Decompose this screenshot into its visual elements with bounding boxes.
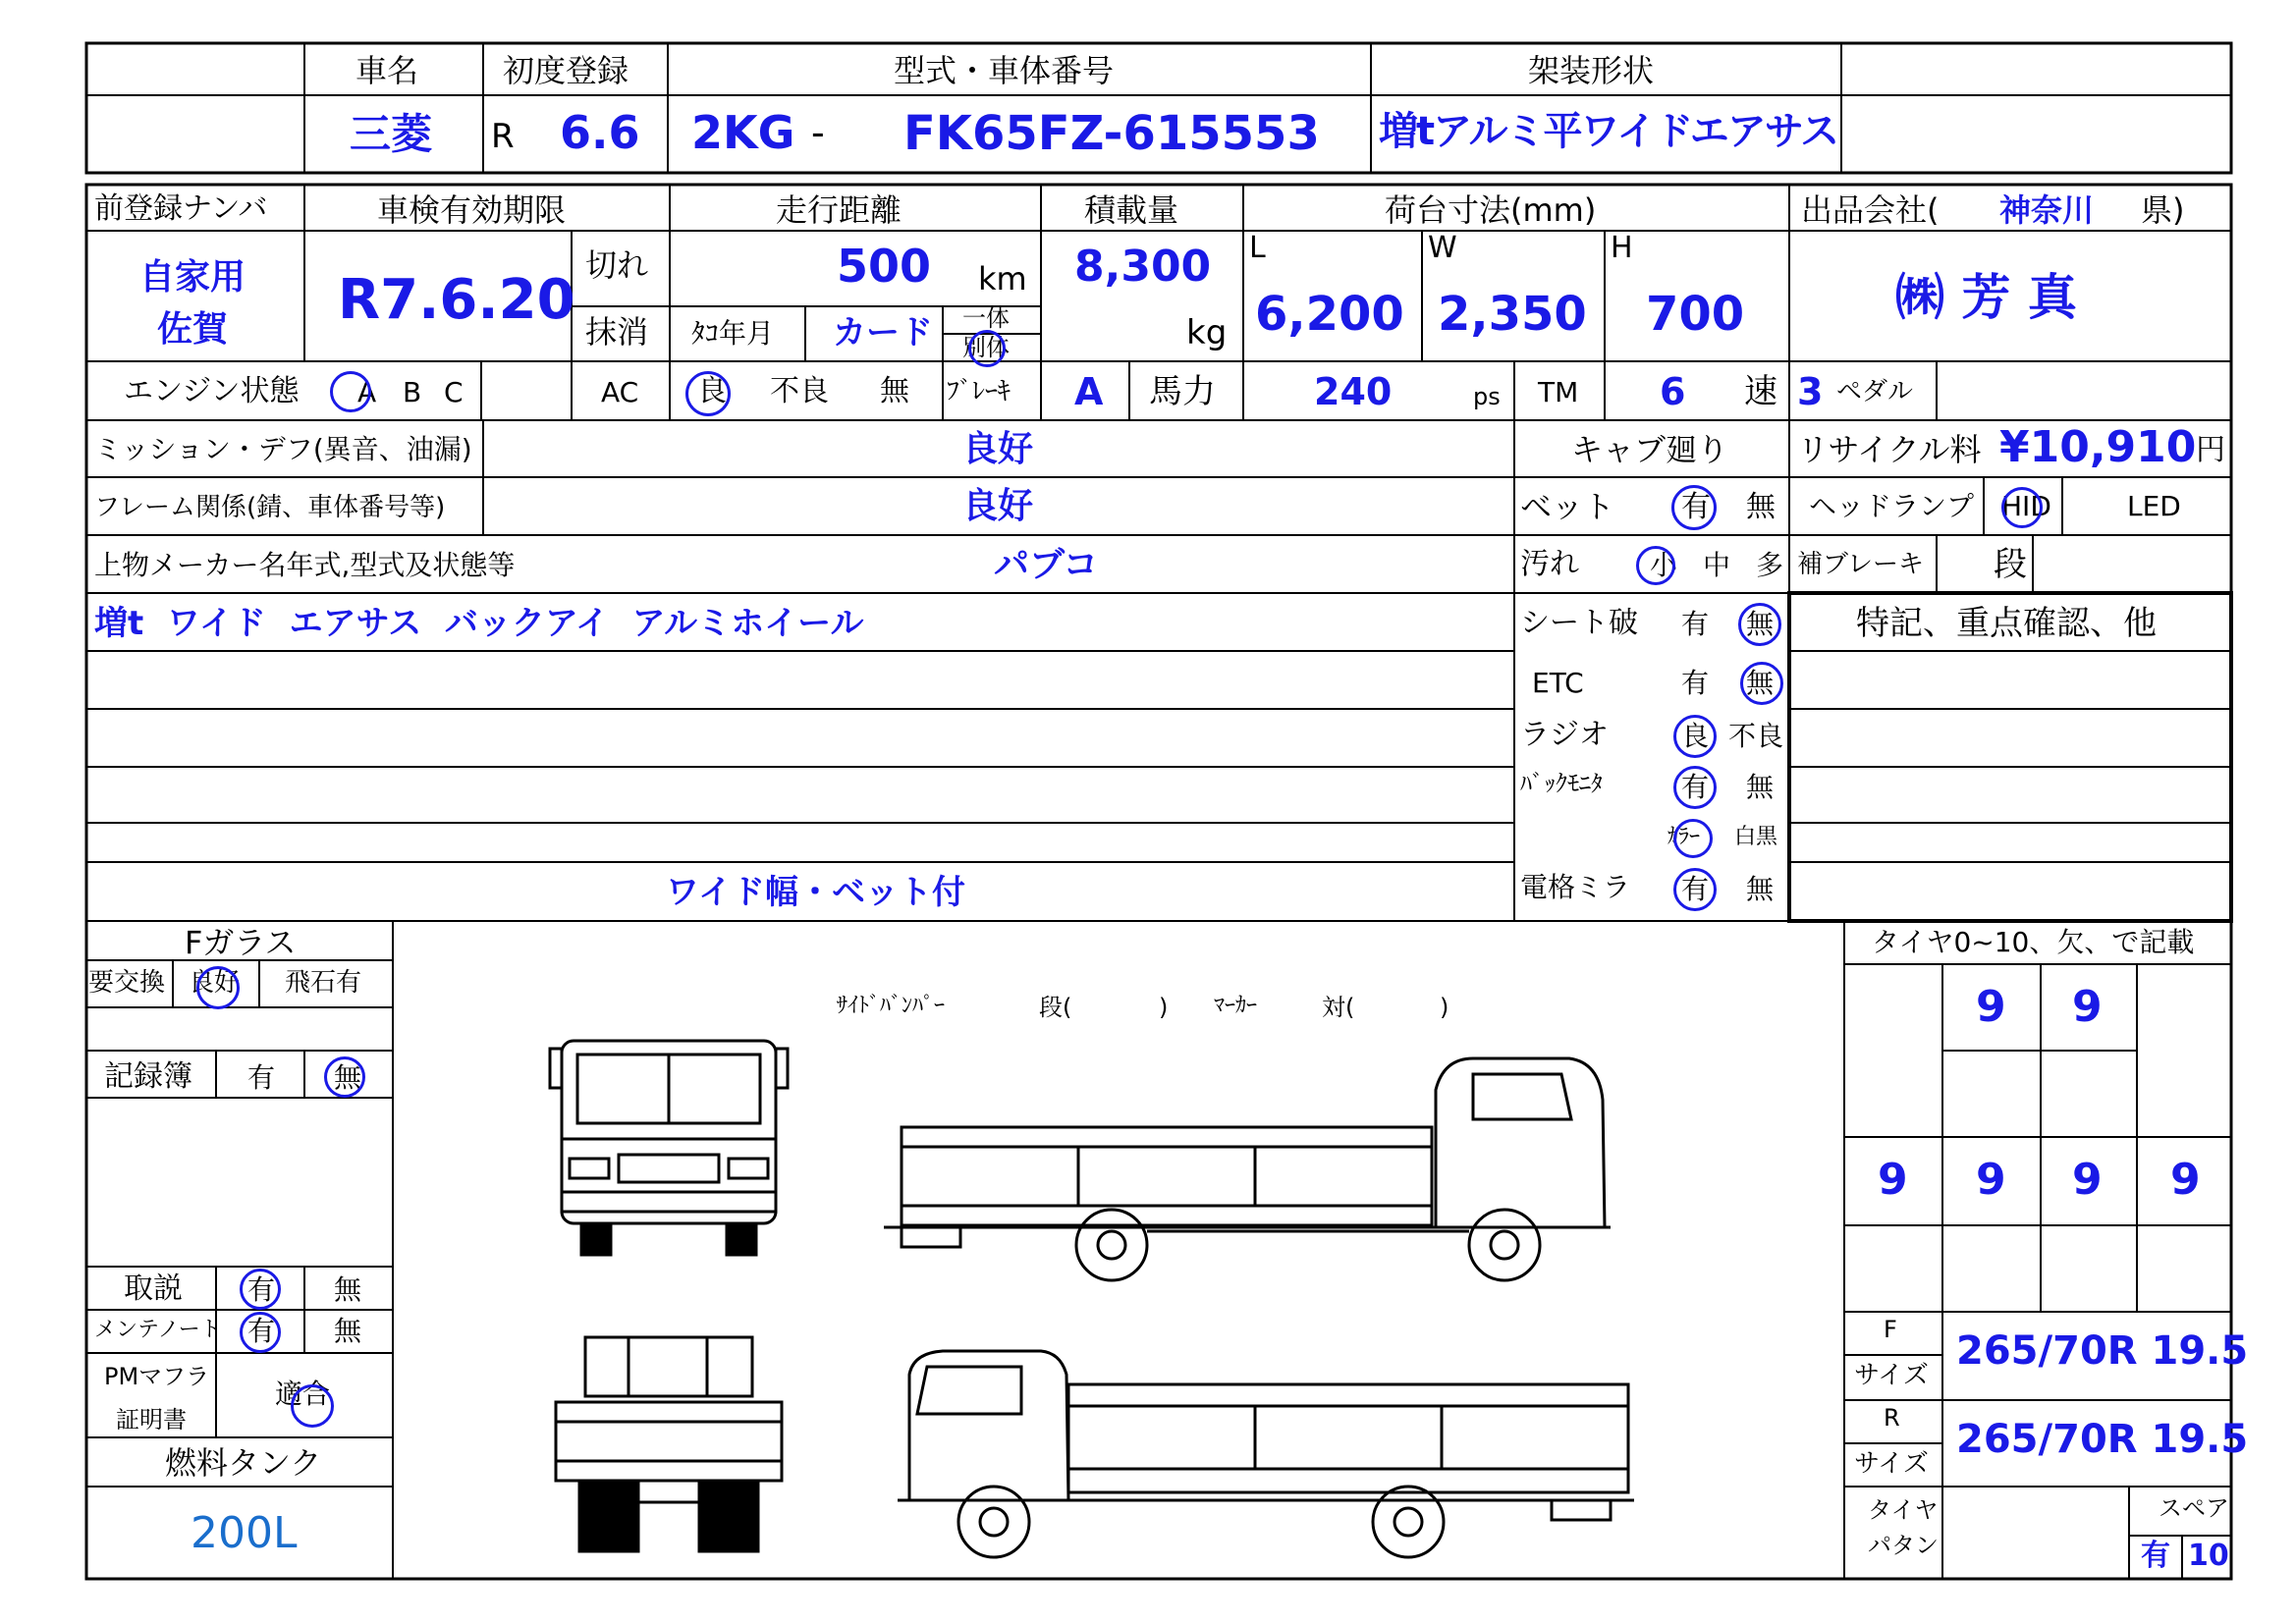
- tm-speed-label: 速: [1744, 372, 1777, 411]
- tire-rear-2: 9: [1976, 1155, 2006, 1205]
- monitor-mono-label: 白黒: [1734, 825, 1778, 849]
- circle-mark-etc-no: [1740, 662, 1783, 705]
- header-model-label: 型式・車体番号: [894, 52, 1115, 89]
- tire-front-left: 9: [1976, 982, 2006, 1032]
- spare-value: 10: [2188, 1539, 2229, 1573]
- circle-mark-color: [1673, 819, 1713, 858]
- body-type-value: 増tアルミ平ワイドエアサス: [1379, 109, 1838, 154]
- circle-mark-ac-good: [685, 371, 731, 416]
- expired-label: 切れ: [585, 246, 649, 284]
- circle-mark-maintenance-yes: [240, 1312, 281, 1353]
- side-bumper-step-label: 段(: [1039, 994, 1072, 1021]
- circle-mark-mirror-yes: [1673, 868, 1717, 911]
- frame-label: フレーム関係(錆、車体番号等): [94, 493, 446, 522]
- horsepower-label: 馬力: [1149, 372, 1216, 411]
- radio-label: ラジオ: [1520, 718, 1609, 752]
- truck-side-view-right: [884, 1058, 1611, 1280]
- circle-mark-fglass-good: [196, 966, 240, 1009]
- ac-good: 良: [697, 374, 727, 408]
- power-mirror-yes: 有: [1681, 873, 1710, 905]
- tacho-label: ﾀｺ年月: [691, 317, 775, 350]
- mission-label: ミッション・デフ(異音、油漏): [94, 433, 472, 465]
- back-monitor-yes: 有: [1681, 771, 1710, 803]
- circle-mark-dirt-small: [1636, 546, 1678, 585]
- engine-grade-b: B: [403, 376, 422, 408]
- mission-value: 良好: [962, 429, 1034, 469]
- fglass-good: 良好: [189, 968, 241, 998]
- bed-size-label: 荷台寸法(mm): [1385, 191, 1597, 229]
- mileage-value: 500: [837, 240, 932, 293]
- load-capacity-unit: kg: [1186, 313, 1228, 352]
- tire-rear-size-label: サイズ: [1854, 1449, 1929, 1479]
- spare-yes: 有: [2141, 1539, 2170, 1573]
- bed-w-label: W: [1428, 231, 1457, 265]
- seat-damage-no: 無: [1746, 608, 1775, 640]
- dirt-many: 多: [1756, 549, 1784, 581]
- separate-label: 別体: [962, 334, 1010, 361]
- pm-value: 適合: [275, 1378, 331, 1410]
- load-capacity-label: 積載量: [1084, 191, 1179, 229]
- tire-front-size-f: F: [1884, 1316, 1897, 1343]
- truck-diagrams: [550, 1041, 1634, 1557]
- seat-damage-yes: 有: [1681, 608, 1710, 640]
- body-maker-label: 上物メーカー名年式,型式及状態等: [94, 549, 516, 581]
- bed-item-no: 無: [1746, 490, 1776, 524]
- special-notes-header: 特記、重点確認、他: [1856, 604, 2157, 643]
- record-book-yes: 有: [247, 1061, 276, 1094]
- headlamp-label: ヘッドランプ: [1809, 490, 1975, 522]
- ac-label: AC: [601, 376, 639, 408]
- tire-front-size-label: サイズ: [1854, 1361, 1929, 1390]
- circle-mark-monitor-yes: [1673, 766, 1717, 809]
- tm-label: TM: [1538, 376, 1579, 408]
- manual-label: 取説: [124, 1271, 183, 1306]
- header-car-name-label: 車名: [355, 52, 419, 89]
- bed-width-value: 2,350: [1438, 287, 1587, 342]
- registration-value: 6.6: [560, 106, 640, 159]
- horsepower-unit: ps: [1473, 383, 1501, 410]
- monitor-color-label: ｶﾗｰ: [1667, 825, 1701, 849]
- maintenance-note-no: 無: [334, 1315, 362, 1347]
- ac-none: 無: [880, 374, 909, 408]
- ac-bad: 不良: [770, 374, 829, 408]
- fglass-chip: 飛石有: [285, 968, 362, 998]
- maintenance-note-label: メンテノート: [94, 1318, 222, 1342]
- cab-label: キャブ廻り: [1571, 431, 1729, 468]
- etc-yes: 有: [1681, 667, 1710, 699]
- registration-era: R: [491, 117, 515, 156]
- power-mirror-label: 電格ミラ: [1520, 871, 1631, 903]
- record-book-no: 無: [334, 1061, 362, 1094]
- horsepower-value: 240: [1314, 370, 1393, 413]
- seller-suffix: 県): [2141, 191, 2185, 229]
- recycle-label: リサイクル料: [1797, 431, 1982, 468]
- prev-plate-label: 前登録ナンバ: [94, 191, 268, 226]
- circle-mark-hid: [2001, 487, 2043, 528]
- side-bumper-label: ｻｲﾄﾞﾊﾞﾝﾊﾟｰ: [837, 994, 946, 1018]
- tire-header: タイヤ0~10、欠、で記載: [1872, 926, 2195, 958]
- tacho-value: カード: [833, 313, 933, 352]
- tire-rear-4: 9: [2170, 1155, 2201, 1205]
- brake-label: ﾌﾞﾚｰｷ: [947, 377, 1011, 406]
- back-monitor-no: 無: [1746, 771, 1775, 803]
- maintenance-note-yes: 有: [247, 1315, 276, 1347]
- bed-height-value: 700: [1646, 287, 1745, 342]
- dirt-small: 小: [1650, 549, 1678, 581]
- headlamp-led: LED: [2127, 490, 2181, 522]
- engine-grade-a: A: [357, 376, 377, 408]
- circle-mark-seat-no: [1738, 603, 1781, 646]
- fglass-label: Fガラス: [185, 924, 297, 961]
- tire-rear-3: 9: [2072, 1155, 2103, 1205]
- circle-mark-manual-yes: [240, 1269, 281, 1310]
- inspection-date: R7.6.20: [338, 268, 575, 332]
- tire-pattern-label-1: タイヤ: [1868, 1496, 1939, 1524]
- seller-label: 出品会社(: [1801, 191, 1940, 229]
- tm-value: 6: [1660, 370, 1686, 413]
- headlamp-hid: HID: [2001, 490, 2051, 522]
- pm-muffler-label: PMマフラ: [104, 1363, 210, 1390]
- pedal-value: 3: [1797, 370, 1824, 413]
- tire-front-size-value: 265/70R 19.5: [1956, 1328, 2249, 1374]
- frame-value: 良好: [962, 486, 1034, 526]
- radio-good: 良: [1681, 720, 1710, 752]
- spare-label: スペア: [2159, 1494, 2229, 1522]
- seller-prefecture: 神奈川: [1999, 191, 2095, 229]
- chassis-number: FK65FZ-615553: [903, 106, 1320, 161]
- bed-item-yes: 有: [1681, 490, 1711, 524]
- etc-label: ETC: [1532, 667, 1584, 699]
- model-dash: -: [811, 111, 825, 154]
- dirt-medium: 中: [1703, 549, 1731, 581]
- fuel-tank-label: 燃料タンク: [165, 1444, 322, 1482]
- marker-pair-label: 対(: [1322, 994, 1355, 1021]
- marker-label: ﾏｰｶｰ: [1214, 994, 1258, 1018]
- pedal-label: ペダル: [1836, 377, 1914, 406]
- mileage-unit: km: [978, 260, 1027, 298]
- truck-side-view-left: [898, 1351, 1634, 1557]
- circle-mark-engine-a: [330, 371, 371, 412]
- mileage-label: 走行距離: [776, 191, 902, 229]
- engine-condition-label: エンジン状態: [124, 374, 300, 408]
- bed-length-value: 6,200: [1255, 287, 1404, 342]
- circle-mark-radio-good: [1673, 715, 1717, 758]
- plate-area-value: 佐賀: [157, 309, 229, 350]
- bed-h-label: H: [1611, 231, 1633, 265]
- recycle-value: ¥10,910: [1999, 422, 2197, 472]
- load-capacity-value: 8,300: [1074, 242, 1212, 292]
- radio-bad: 不良: [1728, 720, 1784, 752]
- aux-brake-label: 補ブレーキ: [1797, 550, 1924, 579]
- body-maker-value: パブコ: [994, 545, 1099, 585]
- circle-mark-bed-yes: [1671, 485, 1717, 530]
- bed-item-label: ベット: [1520, 488, 1615, 525]
- marker-pair-close: ): [1440, 994, 1449, 1021]
- recycle-unit: 円: [2196, 433, 2225, 467]
- tire-rear-size-value: 265/70R 19.5: [1956, 1417, 2249, 1462]
- header-first-registration-label: 初度登録: [503, 52, 629, 89]
- tire-rear-size-r: R: [1884, 1404, 1900, 1432]
- bed-l-label: L: [1249, 231, 1266, 265]
- truck-front-view: [550, 1041, 788, 1255]
- tire-pattern-label-2: パタン: [1868, 1532, 1939, 1559]
- inspection-label: 車検有効期限: [377, 191, 567, 229]
- aux-brake-value: 段: [1994, 545, 2027, 584]
- back-monitor-label: ﾊﾞｯｸﾓﾆﾀ: [1520, 770, 1603, 797]
- fuel-tank-value: 200L: [191, 1508, 298, 1558]
- seat-damage-label: シート破: [1520, 606, 1638, 640]
- circle-mark-pm-ok: [291, 1384, 334, 1428]
- side-bumper-step-close: ): [1159, 994, 1169, 1021]
- model-prefix: 2KG: [691, 106, 795, 159]
- tire-front-right: 9: [2072, 982, 2103, 1032]
- remarks-line: ワイド幅・ベット付: [666, 873, 965, 912]
- plate-use-value: 自家用: [139, 257, 246, 298]
- pm-certificate-label: 証明書: [116, 1406, 187, 1434]
- header-body-type-label: 架装形状: [1528, 52, 1655, 89]
- dirt-label: 汚れ: [1520, 547, 1579, 581]
- brake-value: A: [1074, 370, 1104, 413]
- seller-name: ㈱ 芳 真: [1895, 269, 2077, 326]
- circle-mark-record-no: [324, 1056, 365, 1098]
- truck-rear-view: [556, 1337, 782, 1551]
- etc-no: 無: [1746, 667, 1775, 699]
- record-book-label: 記録簿: [104, 1059, 192, 1094]
- circle-mark-separate: [968, 330, 1006, 367]
- fglass-replace: 要交換: [88, 968, 166, 998]
- power-mirror-no: 無: [1746, 873, 1775, 905]
- manual-yes: 有: [247, 1273, 276, 1306]
- equipment-notes: 増t ワイド エアサス バックアイ アルミホイール: [94, 604, 864, 643]
- engine-grade-c: C: [444, 376, 464, 408]
- car-name-value: 三菱: [350, 110, 433, 158]
- cancelled-label: 抹消: [585, 313, 649, 351]
- integral-label: 一体: [962, 304, 1010, 332]
- manual-no: 無: [334, 1273, 362, 1306]
- tire-rear-1: 9: [1878, 1155, 1908, 1205]
